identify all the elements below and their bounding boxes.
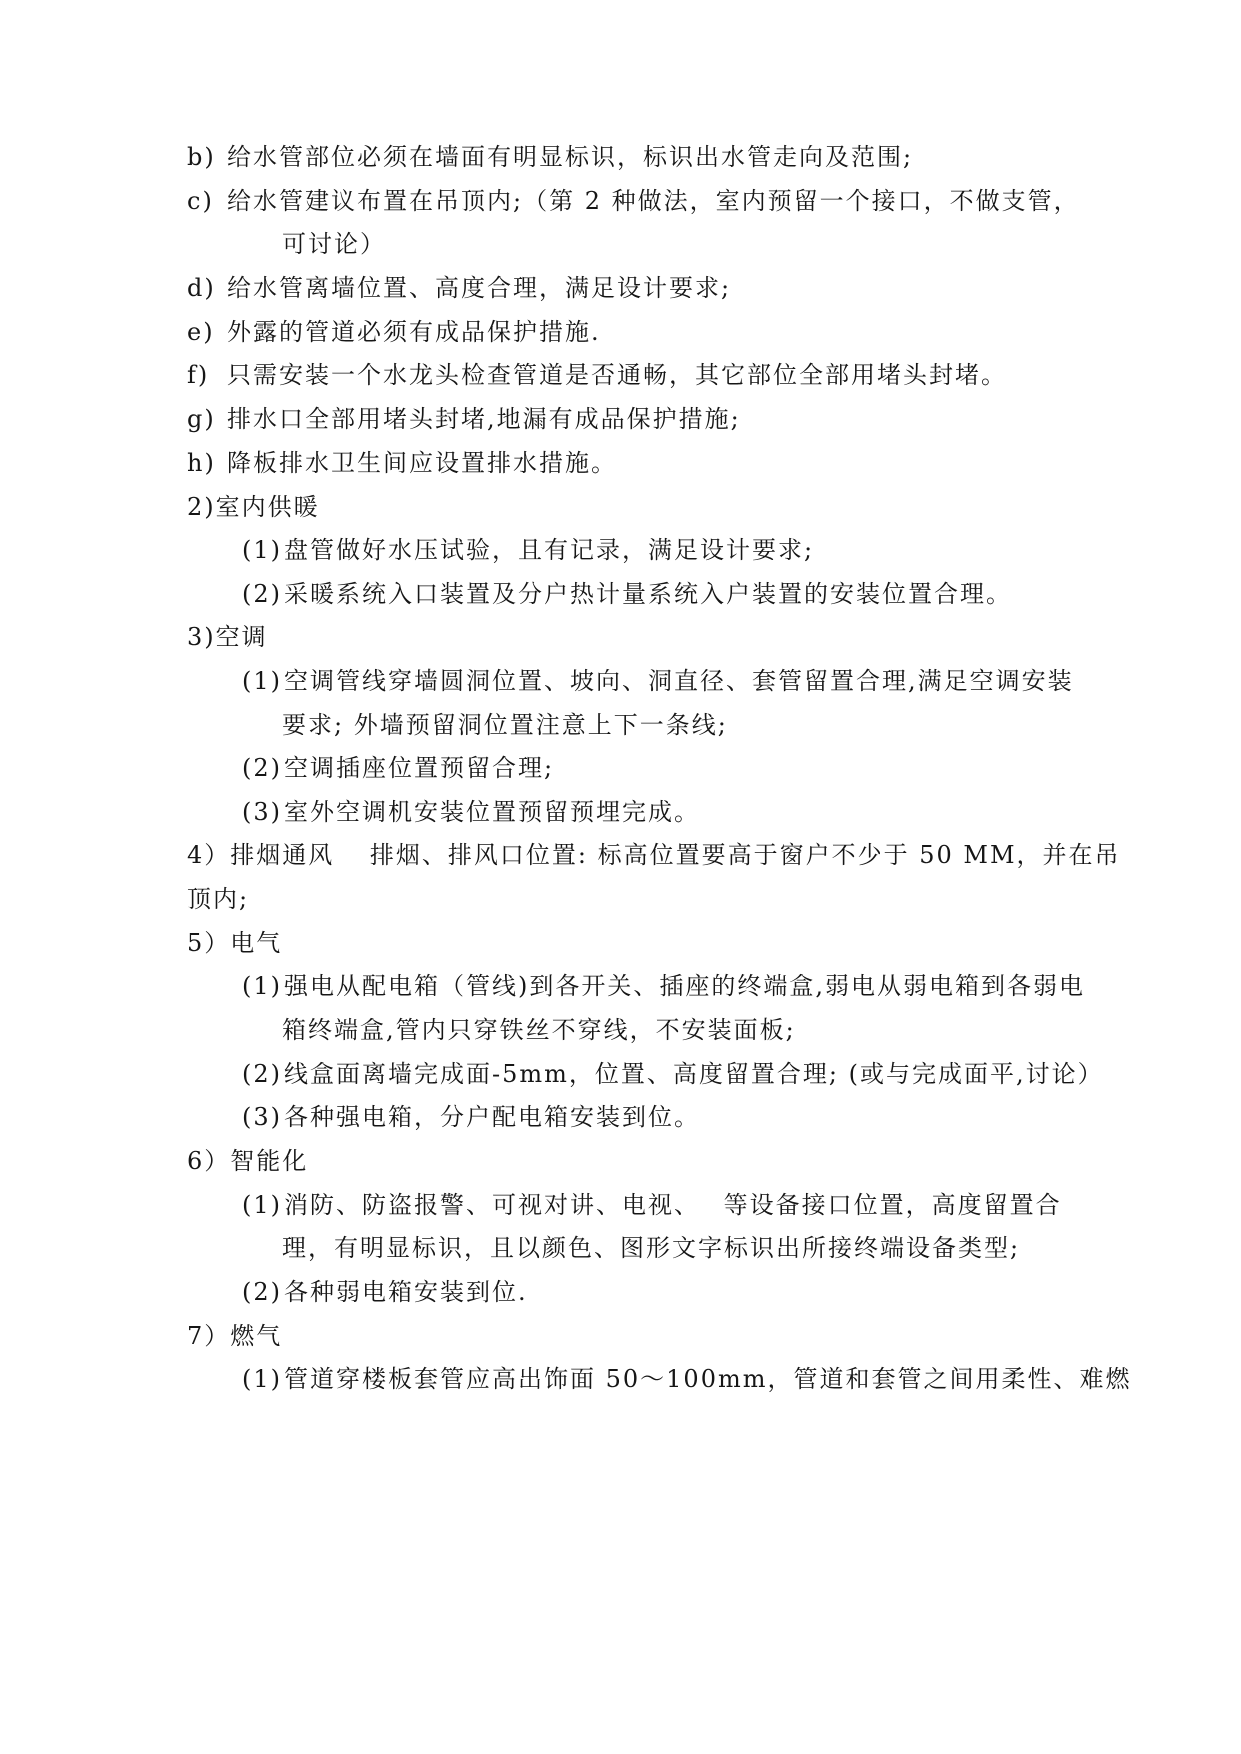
- section-heading-text: 5）电气: [187, 929, 283, 957]
- section-heading-text: 2)室内供暖: [187, 493, 320, 521]
- list-item: [187, 142, 913, 172]
- list-item: [242, 797, 700, 827]
- continuation-line: [282, 1233, 1020, 1263]
- list-item: [187, 186, 1080, 216]
- list-marker: (1): [242, 972, 282, 1000]
- list-item-text: 给水管建议布置在吊顶内;（第 2 种做法，室内预留一个接口，不做支管，: [227, 187, 1080, 215]
- list-marker: (2): [242, 1278, 282, 1306]
- list-item: [242, 1364, 1132, 1394]
- list-marker: (1): [242, 1365, 282, 1393]
- list-marker: (2): [242, 1060, 282, 1088]
- list-item: [242, 579, 1012, 609]
- list-item: [187, 317, 601, 347]
- section-heading-text: 3)空调: [187, 623, 268, 651]
- list-item-text: 管道穿楼板套管应高出饰面 50～100mm，管道和套管之间用柔性、难燃: [284, 1365, 1132, 1393]
- continuation-line: [282, 229, 386, 259]
- list-marker: (1): [242, 667, 282, 695]
- section-heading-text: 7）燃气: [187, 1322, 283, 1350]
- continuation-line: [282, 710, 728, 740]
- list-item-text: 采暖系统入口装置及分户热计量系统入户装置的安装位置合理。: [284, 580, 1012, 608]
- continuation-text: 要求; 外墙预留洞位置注意上下一条线;: [282, 711, 728, 739]
- section-heading: [187, 492, 320, 522]
- continuation-text: 可讨论）: [282, 230, 386, 258]
- list-item: [242, 1190, 1062, 1220]
- section-heading-text: 4）排烟通风 排烟、排风口位置: 标高位置要高于窗户不少于 50 MM，并在吊: [187, 841, 1121, 869]
- list-item-text: 空调插座位置预留合理;: [284, 754, 555, 782]
- list-item-text: 消防、防盗报警、可视对讲、电视、 等设备接口位置，高度留置合: [284, 1191, 1062, 1219]
- list-item: [242, 666, 1074, 696]
- section-heading: [187, 1146, 308, 1176]
- list-item: [242, 753, 554, 783]
- continuation-line: [282, 1015, 796, 1045]
- list-item: [242, 535, 814, 565]
- continuation-line: [187, 884, 249, 914]
- list-item: [242, 1102, 700, 1132]
- list-item: [187, 448, 617, 478]
- list-marker: (3): [242, 1103, 282, 1131]
- list-item: [187, 360, 1007, 390]
- list-marker: (3): [242, 798, 282, 826]
- list-item-text: 降板排水卫生间应设置排水措施。: [227, 449, 617, 477]
- list-marker: (2): [242, 754, 282, 782]
- list-marker: (1): [242, 1191, 282, 1219]
- list-item: [242, 1277, 528, 1307]
- section-heading-text: 6）智能化: [187, 1147, 309, 1175]
- section-heading: [187, 928, 282, 958]
- list-marker: (1): [242, 536, 282, 564]
- list-item: [242, 1059, 1104, 1089]
- section-heading: [187, 1321, 282, 1351]
- list-item-text: 室外空调机安装位置预留预埋完成。: [284, 798, 700, 826]
- list-item-text: 强电从配电箱（管线)到各开关、插座的终端盒,弱电从弱电箱到各弱电: [284, 972, 1085, 1000]
- list-item-text: 给水管离墙位置、高度合理，满足设计要求;: [227, 274, 732, 302]
- list-marker: d): [187, 274, 216, 302]
- list-marker: b): [187, 143, 216, 171]
- list-marker: g): [187, 405, 216, 433]
- list-marker: h): [187, 449, 216, 477]
- list-item-text: 外露的管道必须有成品保护措施.: [227, 318, 601, 346]
- list-marker: (2): [242, 580, 282, 608]
- list-item-text: 盘管做好水压试验，且有记录，满足设计要求;: [284, 536, 815, 564]
- list-marker: c): [187, 187, 214, 215]
- list-item-text: 各种弱电箱安装到位.: [284, 1278, 528, 1306]
- list-item-text: 只需安装一个水龙头检查管道是否通畅，其它部位全部用堵头封堵。: [227, 361, 1007, 389]
- list-item-text: 各种强电箱，分户配电箱安装到位。: [284, 1103, 700, 1131]
- list-item: [187, 404, 741, 434]
- list-item-text: 排水口全部用堵头封堵,地漏有成品保护措施;: [227, 405, 741, 433]
- list-item: [187, 273, 731, 303]
- continuation-text: 顶内;: [187, 885, 250, 913]
- continuation-text: 箱终端盒,管内只穿铁丝不穿线，不安装面板;: [282, 1016, 796, 1044]
- list-marker: f): [187, 361, 210, 389]
- list-item-text: 空调管线穿墙圆洞位置、坡向、洞直径、套管留置合理,满足空调安装: [284, 667, 1074, 695]
- section-heading: [187, 622, 268, 652]
- continuation-text: 理，有明显标识，且以颜色、图形文字标识出所接终端设备类型;: [282, 1234, 1021, 1262]
- list-item: [242, 971, 1085, 1001]
- section-heading: [187, 840, 1121, 870]
- list-item-text: 给水管部位必须在墙面有明显标识，标识出水管走向及范围;: [227, 143, 914, 171]
- list-item-text: 线盒面离墙完成面-5mm，位置、高度留置合理; (或与完成面平,讨论）: [284, 1060, 1104, 1088]
- list-marker: e): [187, 318, 215, 346]
